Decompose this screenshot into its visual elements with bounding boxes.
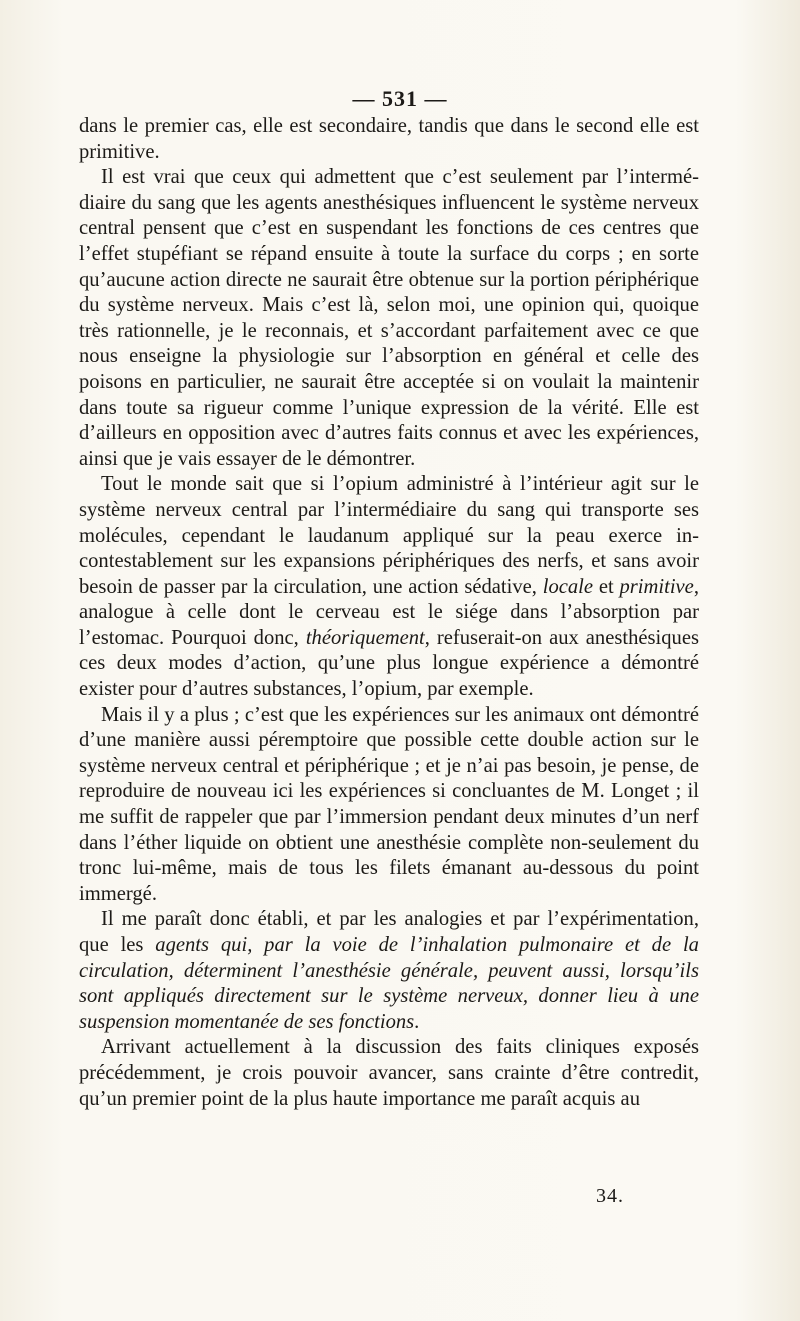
text-run: et [593, 575, 620, 598]
paragraph [79, 1035, 699, 1112]
italic-text: agents qui, par la voie de l’inhalation pulmonaire et de la circulation, déterminent l’anesthésie générale, peuvent aussi, lorsqu’ils sont appliqués directement sur le système nerveux, donner lieu à une suspension momentanée de ses fonctions [79, 934, 699, 1033]
paragraph [79, 165, 699, 472]
paragraph [79, 114, 699, 165]
text-run: Tout le monde sait que si l’opium administré à l’intérieur agit sur le système nerveux central par l’intermédiaire du sang qui transporte ses molécules, cependant le laudanum appliqué sur la peau exerce incontestablement sur les expansions périphériques des nerfs, et sans avoir besoin de passer par la circulation, une action sédative, [79, 473, 699, 598]
text-run: Il me paraît donc établi, et par les analogies et par l’expérimentation, que les [79, 908, 699, 956]
page-number-header: — 531 — [352, 86, 448, 111]
signature-mark: 34. [596, 1185, 624, 1207]
text-run: , refuserait-on aux anesthésiques ces deux modes d’action, qu’une plus longue expérience a démontré exister pour d’autres substances, l’opium, par exemple. [79, 626, 700, 701]
text-run: Arrivant actuellement à la discussion des faits cliniques exposés précédemment, je crois pouvoir avancer, sans crainte d’être contredit, qu’un premier point de la plus haute importance me paraît acquis au [79, 1036, 699, 1110]
paragraph [79, 703, 699, 908]
paragraph [79, 472, 699, 702]
body-text [79, 114, 699, 1112]
text-run: . [414, 1010, 420, 1033]
italic-text: théoriquement [305, 626, 425, 649]
text-run: dans le premier cas, elle est secondaire, tandis que dans le second elle est primitive. [79, 115, 699, 163]
paragraph [79, 907, 699, 1035]
text-run: , analogue à celle dont le cerveau est le siége dans l’absorption par l’estomac. Pourquoi donc, [79, 575, 699, 649]
text-run: Mais il y a plus ; c’est que les expériences sur les animaux ont démontré d’une manière aussi péremptoire que possible cette double action sur le système nerveux central et périphérique ; et je n’ai pas besoin, je pense, de reproduire de nouveau ici les expériences si concluantes de M. Longet ; il me suffit de rappeler que par l’immersion pendant deux minutes d’un nerf dans l’éther liquide on obtient une anesthésie complète non-seulement du tronc lui-même, mais de tous les filets émanant au-dessous du point immergé. [79, 703, 699, 905]
italic-text: locale [542, 575, 594, 598]
italic-text: primitive [619, 575, 694, 598]
text-run: Il est vrai que ceux qui admettent que c’est seulement par l’intermédiaire du sang que les agents anesthésiques influencent le système nerveux central pensent que c’est en suspendant les fonctions de ces centres que l’effet stupéfiant se répand ensuite à toute la surface du corps ; en sorte qu’aucune action directe ne saurait être obtenue sur la portion périphérique du système nerveux. Mais c’est là, selon moi, une opinion qui, quoique très rationnelle, je le reconnais, et s’accordant parfaitement avec ce que nous enseigne la physiologie sur l’absorption en général et celle des poisons en particulier, ne saurait être acceptée si on voulait la maintenir dans toute sa rigueur comme l’unique expression de la vérité. Elle est d’ailleurs en opposition avec d’autres faits connus et avec les expériences, ainsi que je vais essayer de le démontrer. [79, 166, 699, 470]
